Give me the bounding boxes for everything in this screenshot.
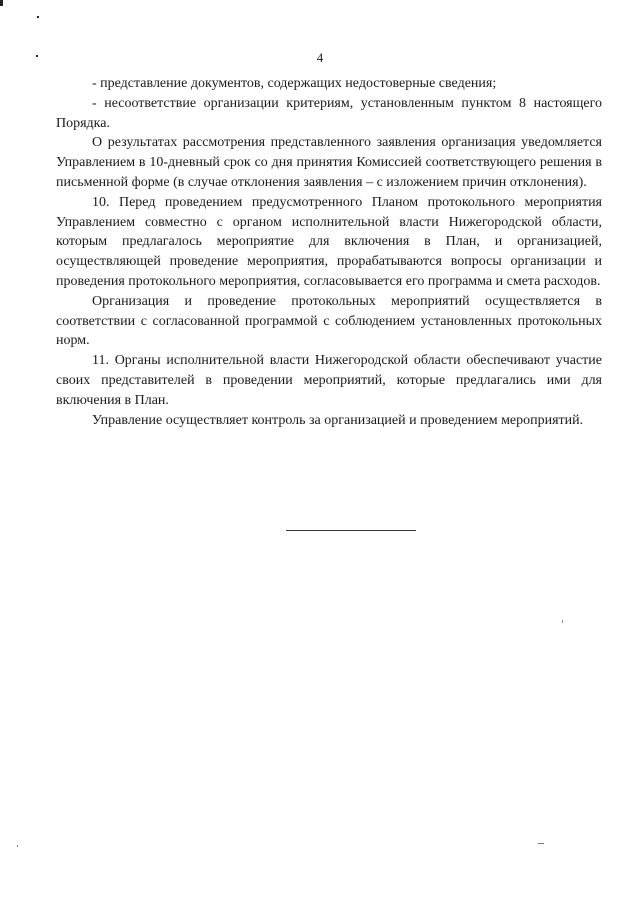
paragraph: 11. Органы исполнительной власти Нижегородской области обеспечивают участие своих представителей в проведении мероприятий, которые предлагались ими для включения в План.	[56, 353, 602, 408]
paragraph: О результатах рассмотрения представленного заявления организация уведомляется Управлением в 10-дневный срок со дня принятия Комиссией соответствующего решения в письменной форме (в случае отклонения заявления – с изложением причин отклонения).	[56, 135, 602, 190]
scan-mark	[538, 843, 544, 844]
paragraph: Управление осуществляет контроль за организацией и проведением мероприятий.	[92, 412, 584, 428]
scan-mark	[0, 0, 3, 6]
paragraph: Организация и проведение протокольных мероприятий осуществляется в соответствии с согласованной программой с соблюдением установленных протокольных норм.	[56, 293, 602, 349]
scan-mark	[17, 845, 18, 847]
paragraph: - представление документов, содержащих недостоверные сведения;	[92, 76, 497, 91]
scan-mark	[37, 16, 39, 18]
page-number: 4	[316, 50, 324, 65]
scan-mark	[562, 620, 563, 623]
section-divider	[286, 530, 416, 531]
document-body	[56, 74, 602, 430]
paragraph: 10. Перед проведением предусмотренного Планом протокольного мероприятия Управлением совместно с органом исполнительной власти Нижегородской области, которым предлагалось мероприятие для включения в План, и организацией, осуществляющей проведение мероприятия, прорабатываются вопросы организации и проведения протокольного мероприятия, согласовывается его программа и смета расходов.	[56, 194, 602, 289]
paragraph: - несоответствие организации критериям, установленным пунктом 8 настоящего Порядка.	[56, 95, 602, 131]
